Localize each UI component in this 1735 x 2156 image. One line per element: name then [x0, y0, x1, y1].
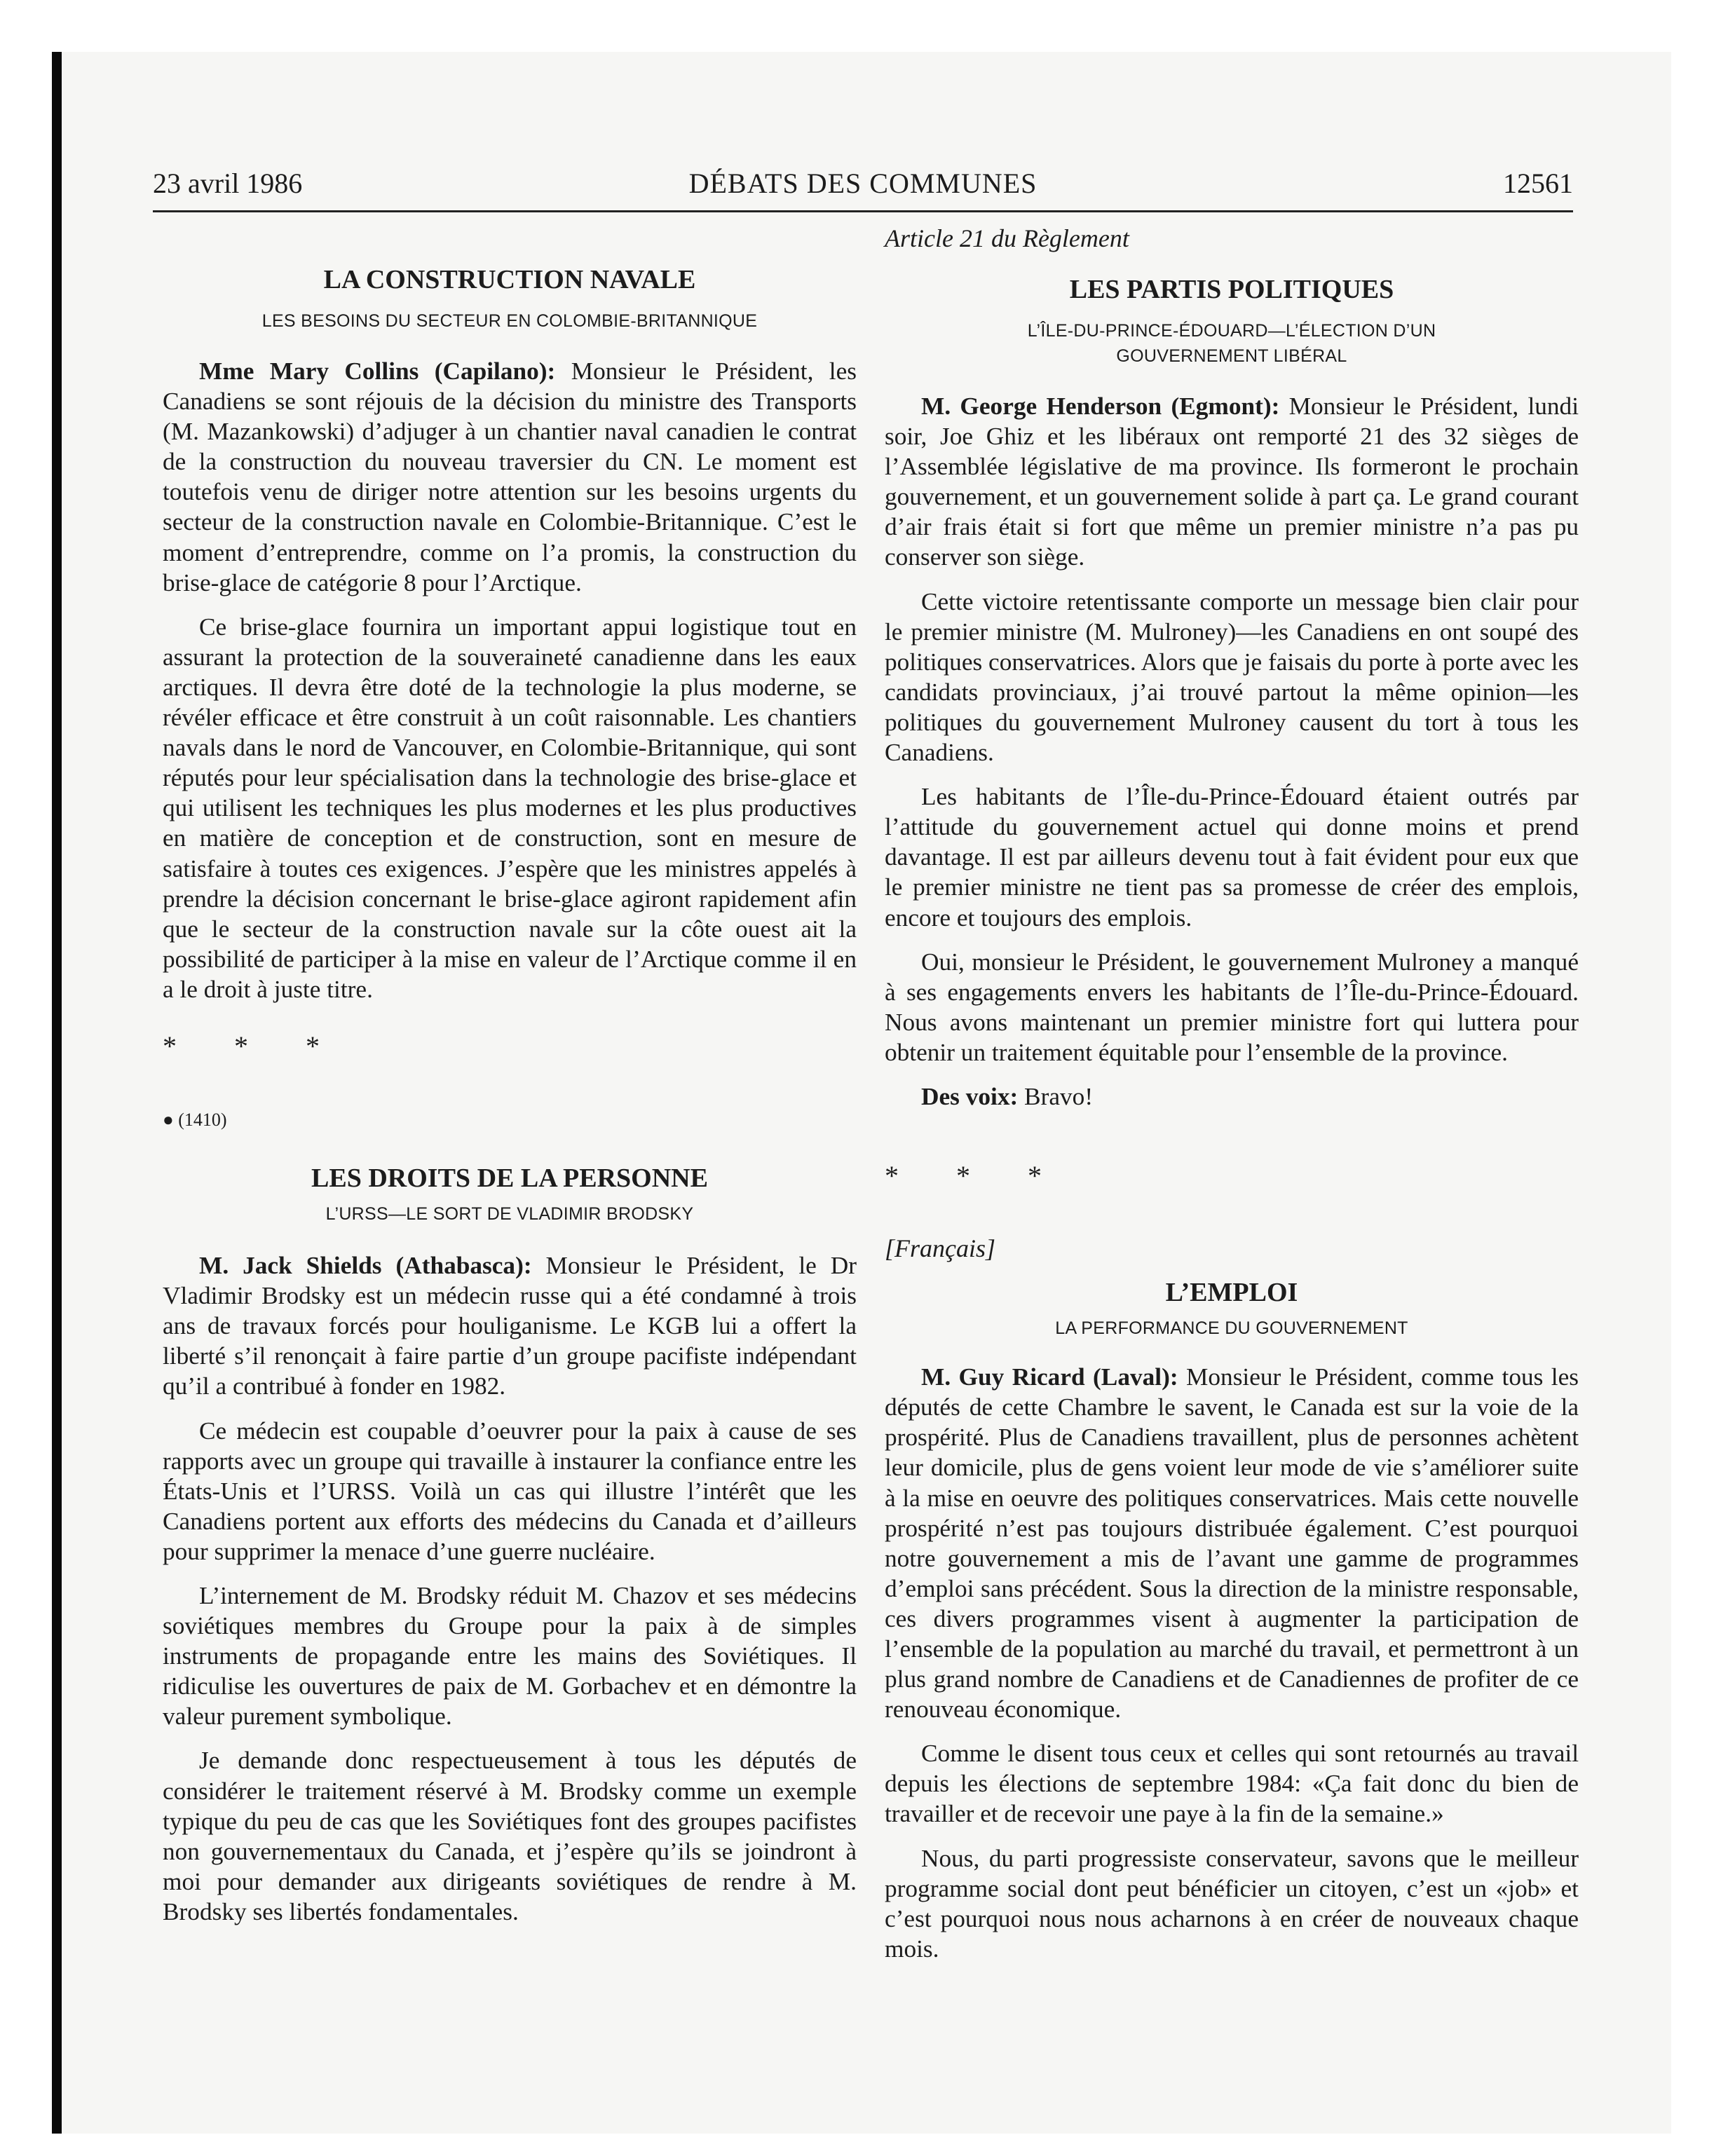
header-page-number: 12561 [1503, 168, 1573, 199]
paragraph: Je demande donc respectueusement à tous les députés de considérer le traitement réservé à M. Brodsky comme un exemple typique du peu de cas que les Soviétiques font des groupes pacifistes non gouvernementaux du Canada, et j’espère qu’ils se joindront à moi pour demander aux dirigeants soviétiques de rendre à M. Brodsky ses libertés fondamentales. [163, 1747, 857, 1925]
language-tag: [Français] [885, 1234, 996, 1263]
right-column [885, 223, 1579, 1978]
scan-border-edge [52, 52, 62, 2134]
rule-reference: Article 21 du Règlement [885, 224, 1129, 252]
paragraph: L’internement de M. Brodsky réduit M. Chazov et ses médecins soviétiques membres du Groupe pour la paix à de simples instruments de propagande entre les mains des Soviétiques. Il ridiculise les ouvertures de paix de M. Gorbachev et en démontre la valeur purement symbolique. [163, 1582, 857, 1731]
paragraph: Ce médecin est coupable d’oeuvrer pour la paix à cause de ses rapports avec un groupe qui travaille à instaurer la confiance entre les États-Unis et l’URSS. Voilà un cas qui illustre l’intérêt que les Canadiens portent aux efforts des médecins du Canada et d’ailleurs pour supprimer la menace d’une guerre nucléaire. [163, 1417, 857, 1565]
section-title: LES DROITS DE LA PERSONNE [311, 1164, 708, 1194]
paragraph: Les habitants de l’Île-du-Prince-Édouard étaient outrés par l’attitude du gouvernement actuel qui donne moins et prend davantage. Il est par ailleurs devenu tout à fait évident pour eux que le premier ministre ne tient pas sa promesse de créer des emplois, encore et toujours des emplois. [885, 783, 1579, 932]
paragraph: M. Guy Ricard (Laval): Monsieur le Président, comme tous les députés de cette Chambre le savent, le Canada est sur la voie de la prospérité. Plus de Canadiens travaillent, plus de personnes achètent leur domicile, plus de gens voient leur mode de vie s’améliorer suite à la mise en oeuvre des politiques conservatrices. Mais cette nouvelle prospérité n’est pas toujours distribuée également. C’est pourquoi notre gouvernement a mis de l’avant une gamme de programmes d’emploi sans précédent. Sous la direction de la ministre responsable, ces divers programmes visent à augmenter la participation de l’ensemble de la population au marché du travail, et permettront à un plus grand nombre de Canadiens et de Canadiennes de profiter de ce renouveau économique. [885, 1363, 1579, 1724]
paragraph: Des voix: Bravo! [921, 1082, 1094, 1110]
section-subtitle: L’ÎLE-DU-PRINCE-ÉDOUARD—L’ÉLECTION D’UN GOUVERNEMENT LIBÉRAL [1027, 321, 1436, 366]
paragraph: Ce brise-glace fournira un important appui logistique tout en assurant la protection de la souveraineté canadienne dans les eaux arctiques. Il devra être doté de la technologie la plus moderne, se révéler efficace et être construit à un coût raisonnable. Les chantiers navals dans le nord de Vancouver, en Colombie-Britannique, qui sont réputés pour leur spécialisation dans la technologie des brise-glace et qui utilisent les techniques les plus modernes et les plus productives en matière de conception et de construction, sont en mesure de satisfaire à toutes ces exigences. J’espère que les ministres appelés à prendre la décision concernant le brise-glace agiront rapidement afin que le secteur de la construction navale sur la côte ouest ait la possibilité de participer à la mise en valeur de l’Arctique comme il en a le droit à juste titre. [163, 613, 857, 1003]
paragraph: M. Jack Shields (Athabasca): Monsieur le Président, le Dr Vladimir Brodsky est un médecin russe qui a été condamné à trois ans de travaux forcés pour houliganisme. Le KGB lui a offert la liberté s’il renonçait à faire partie d’un groupe pacifiste indépendant qu’il a contribué à fonder en 1982. [163, 1252, 857, 1400]
section-subtitle: LES BESOINS DU SECTEUR EN COLOMBIE-BRITANNIQUE [261, 311, 758, 331]
section-separator: * * * [885, 1160, 1067, 1192]
speaker-name: Mme Mary Collins (Capilano): [199, 357, 556, 385]
speaker-name: M. Jack Shields (Athabasca): [199, 1252, 532, 1280]
paragraph: Oui, monsieur le Président, le gouvernement Mulroney a manqué à ses engagements envers les habitants de l’Île-du-Prince-Édouard. Nous avons maintenant un premier ministre fort qui luttera pour obtenir un traitement équitable pour l’ensemble de la province. [885, 948, 1579, 1066]
time-marker: ● (1410) [163, 1110, 227, 1131]
section-separator: * * * [163, 1030, 345, 1062]
header-publication: DÉBATS DES COMMUNES [688, 168, 1037, 199]
paragraph: M. George Henderson (Egmont): Monsieur le Président, lundi soir, Joe Ghiz et les libéraux ont remporté 21 des 32 sièges de l’Assemblée législative de ma province. Ils formeront le prochain gouvernement, et un gouvernement solide à part ça. Le grand courant d’air frais était si fort que même un premier ministre n’a pas pu conserver son siège. [885, 393, 1579, 571]
left-column [163, 223, 857, 1941]
speaker-name: Des voix: [921, 1082, 1019, 1110]
paragraph: Mme Mary Collins (Capilano): Monsieur le Président, les Canadiens se sont réjouis de la décision du ministre des Transports (M. Mazankowski) d’adjuger à un chantier naval canadien le contrat de la construction du nouveau traversier du CN. Le moment est toutefois venu de diriger notre attention sur les besoins urgents du secteur de la construction navale en Colombie-Britannique. C’est le moment d’entreprendre, comme on l’a promis, la construction du brise-glace de catégorie 8 pour l’Arctique. [163, 357, 857, 596]
section-subtitle: L’URSS—LE SORT DE VLADIMIR BRODSKY [325, 1204, 694, 1224]
section-subtitle: LA PERFORMANCE DU GOUVERNEMENT [1055, 1318, 1408, 1339]
section-title: L’EMPLOI [1165, 1278, 1298, 1308]
speaker-name: M. Guy Ricard (Laval): [921, 1363, 1178, 1391]
section-title: LES PARTIS POLITIQUES [1069, 275, 1394, 304]
header-date: 23 avril 1986 [153, 168, 303, 199]
paragraph: Nous, du parti progressiste conservateur, savons que le meilleur programme social dont peut bénéficier un citoyen, c’est un «job» et c’est pourquoi nous nous acharnons à en créer de nouveaux chaque mois. [885, 1844, 1579, 1963]
paragraph: Cette victoire retentissante comporte un message bien clair pour le premier ministre (M. Mulroney)—les Canadiens en ont soupé des politiques conservatrices. Alors que je faisais du porte à porte avec les candidats provinciaux, j’ai trouvé partout la même opinion—les politiques du gouvernement Mulroney causent du tort à tous les Canadiens. [885, 587, 1579, 767]
paragraph: Comme le disent tous ceux et celles qui sont retournés au travail depuis les élections de septembre 1984: «Ça fait donc du bien de travailler et de recevoir une paye à la fin de la semaine.» [885, 1740, 1579, 1828]
section-title: LA CONSTRUCTION NAVALE [323, 265, 696, 294]
page-header [153, 165, 1573, 212]
speaker-name: M. George Henderson (Egmont): [921, 393, 1280, 420]
